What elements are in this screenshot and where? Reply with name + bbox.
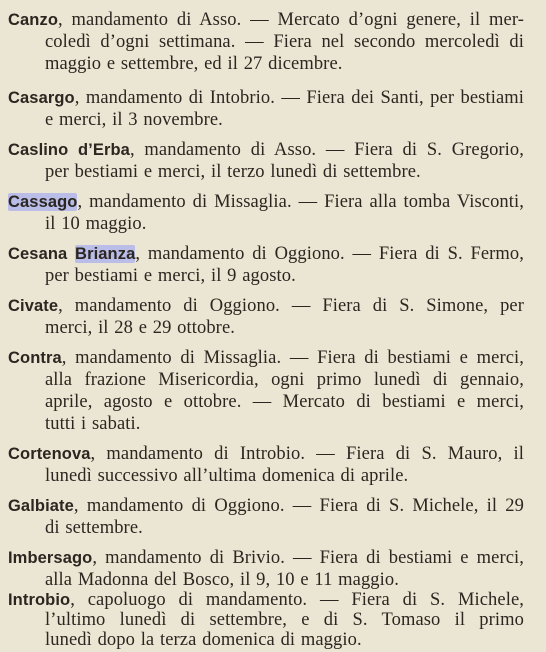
- entry-introbio-line-2: l’ultimo lunedì di settembre, e di S. Tomaso il primo: [45, 610, 524, 630]
- entry-cortenova-name: Cortenova: [8, 445, 91, 463]
- entry-canzo-name: Canzo: [8, 11, 58, 29]
- entry-canzo-line-3: maggio e settembre, ed il 27 dicembre.: [45, 54, 343, 74]
- entry-cesana-line-2: per bestiami e merci, il 9 agosto.: [45, 266, 296, 286]
- entry-cesana-name-highlight: Brianza: [75, 245, 136, 263]
- entry-cassago-line-1: Cassago, mandamento di Missaglia. — Fiera alla tomba Visconti,: [8, 192, 524, 212]
- entry-cassago-name: Cassago: [8, 193, 78, 211]
- entry-contra-line-2: alla frazione Misericordia, ogni primo lunedì di gennaio,: [45, 370, 524, 390]
- entry-imbersago-line-2: alla Madonna del Bosco, il 9, 10 e 11 maggio.: [45, 570, 399, 590]
- entry-introbio-line-3: lunedì dopo la terza domenica di maggio.: [45, 630, 362, 650]
- entry-imbersago-name: Imbersago: [8, 549, 93, 567]
- entry-casargo-line-2: e merci, il 3 novembre.: [45, 110, 223, 130]
- entry-civate-line-1: Civate, mandamento di Oggiono. — Fiera di S. Simone, per: [8, 296, 524, 316]
- entry-imbersago-line-1: Imbersago, mandamento di Brivio. — Fiera di bestiami e merci,: [8, 548, 524, 568]
- entry-canzo-line-2: coledì d’ogni settimana. — Fiera nel secondo mercoledì di: [45, 32, 524, 52]
- entry-cesana-name: Cesana Brianza: [8, 245, 136, 263]
- entry-civate-line-2: merci, il 28 e 29 ottobre.: [45, 318, 235, 338]
- entry-casargo-line-1: Casargo, mandamento di Intobrio. — Fiera dei Santi, per bestiami: [8, 88, 524, 108]
- entry-introbio-name: Introbio: [8, 591, 71, 609]
- entry-galbiate-name: Galbiate: [8, 497, 74, 515]
- entry-contra-line-1: Contra, mandamento di Missaglia. — Fiera di bestiami e merci,: [8, 348, 524, 368]
- entry-cortenova-line-1: Cortenova, mandamento di Introbio. — Fiera di S. Mauro, il: [8, 444, 524, 464]
- entry-cesana-line-1: Cesana Brianza, mandamento di Oggiono. — Fiera di S. Fermo,: [8, 244, 524, 264]
- entry-cassago-line-2: il 10 maggio.: [45, 214, 147, 234]
- entry-civate-name: Civate: [8, 297, 59, 315]
- entry-galbiate-line-2: di settembre.: [45, 518, 143, 538]
- entry-caslino-name: Caslino d’Erba: [8, 141, 130, 159]
- entry-casargo-name: Casargo: [8, 89, 75, 107]
- entry-cortenova-line-2: lunedì successivo all’ultima domenica di aprile.: [45, 466, 409, 486]
- entry-canzo-line-1: Canzo, mandamento di Asso. — Mercato d’ogni genere, il mer-: [8, 10, 524, 30]
- entry-caslino-line-2: per bestiami e merci, il terzo lunedì di settembre.: [45, 162, 421, 182]
- entry-galbiate-line-1: Galbiate, mandamento di Oggiono. — Fiera di S. Michele, il 29: [8, 496, 524, 516]
- entry-contra-line-3: aprile, agosto e ottobre. — Mercato di bestiami e merci,: [45, 392, 524, 412]
- entry-introbio-line-1: Introbio, capoluogo di mandamento. — Fiera di S. Michele,: [8, 590, 524, 610]
- entry-contra-name: Contra: [8, 349, 62, 367]
- entry-contra-line-4: tutti i sabati.: [45, 414, 141, 434]
- entry-caslino-line-1: Caslino d’Erba, mandamento di Asso. — Fiera di S. Gregorio,: [8, 140, 524, 160]
